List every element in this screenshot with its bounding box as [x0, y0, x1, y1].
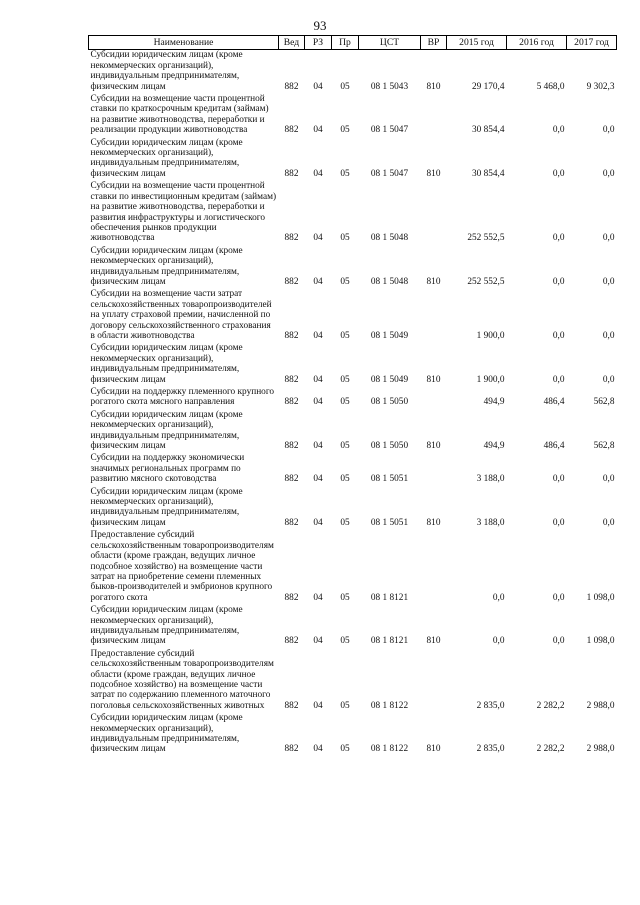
row-ved: 882	[284, 168, 299, 179]
row-rz: 04	[313, 374, 323, 385]
table-row	[89, 343, 617, 387]
row-cst: 08 1 5043	[370, 81, 409, 92]
header-vr: ВР	[421, 36, 447, 50]
row-value-2017: 0,0	[602, 233, 615, 244]
row-value-2016: 0,0	[552, 233, 565, 244]
row-rz: 04	[313, 744, 323, 755]
row-ved: 882	[284, 744, 299, 755]
table-row	[89, 530, 617, 605]
row-ved: 882	[284, 700, 299, 711]
row-value-2015: 252 552,5	[467, 233, 505, 244]
row-vr: 810	[426, 374, 441, 385]
row-value-2015: 0,0	[492, 636, 505, 647]
row-pr: 05	[340, 374, 350, 385]
row-cst: 08 1 5051	[370, 517, 409, 528]
table-row	[89, 453, 617, 486]
row-rz: 04	[313, 517, 323, 528]
row-pr: 05	[340, 474, 350, 485]
table-body	[89, 50, 617, 757]
row-value-2017: 0,0	[602, 168, 615, 179]
row-value-2016: 0,0	[552, 374, 565, 385]
table-row	[89, 94, 617, 138]
row-pr: 05	[340, 397, 350, 408]
row-value-2015: 30 854,4	[471, 125, 505, 136]
row-ved: 882	[284, 592, 299, 603]
row-rz: 04	[313, 592, 323, 603]
row-rz: 04	[313, 474, 323, 485]
row-cst: 08 1 5048	[370, 233, 409, 244]
row-value-2015: 2 835,0	[476, 700, 505, 711]
header-2015: 2015 год	[447, 36, 507, 50]
row-vr	[421, 649, 447, 713]
row-cst: 08 1 5050	[370, 441, 409, 452]
row-value-2017: 0,0	[602, 474, 615, 485]
row-pr: 05	[340, 517, 350, 528]
row-name: Субсидии юридическим лицам (кроме некоммерческих организаций), индивидуальным предпринимателям, физическим лицам	[90, 343, 243, 385]
row-value-2017: 562,8	[593, 441, 615, 452]
table-row	[89, 713, 617, 757]
row-name: Субсидии юридическим лицам (кроме некоммерческих организаций), индивидуальным предпринимателям, физическим лицам	[90, 137, 243, 179]
table-row	[89, 181, 617, 245]
row-value-2017: 2 988,0	[586, 700, 615, 711]
table-row	[89, 387, 617, 410]
row-vr: 810	[426, 81, 441, 92]
table-row	[89, 410, 617, 454]
row-name: Субсидии юридическим лицам (кроме некоммерческих организаций), индивидуальным предпринимателям, физическим лицам	[90, 605, 243, 647]
row-value-2016: 0,0	[552, 125, 565, 136]
row-vr: 810	[426, 744, 441, 755]
row-vr	[421, 530, 447, 605]
row-ved: 882	[284, 330, 299, 341]
header-rz: РЗ	[305, 36, 332, 50]
row-name: Предоставление субсидий сельскохозяйственным товаропроизводителям области (кроме граждан, ведущих личное подсобное хозяйство) на возмещение части затрат по содержанию племенного маточного поголовья сельскохозяйственных животных	[90, 648, 274, 711]
row-rz: 04	[313, 636, 323, 647]
row-ved: 882	[284, 474, 299, 485]
row-name: Субсидии юридическим лицам (кроме некоммерческих организаций), индивидуальным предпринимателям, физическим лицам	[90, 409, 243, 452]
row-ved: 882	[284, 636, 299, 647]
row-rz: 04	[313, 276, 323, 287]
row-value-2017: 0,0	[602, 276, 615, 287]
row-rz: 04	[313, 700, 323, 711]
row-name: Субсидии на возмещение части процентной ставки по краткосрочным кредитам (займам) на развитие животноводства, переработки и реализации продукции животноводства	[90, 94, 269, 136]
row-value-2015: 2 835,0	[476, 744, 505, 755]
row-value-2016: 2 282,2	[536, 700, 565, 711]
row-rz: 04	[313, 330, 323, 341]
row-cst: 08 1 5051	[370, 474, 409, 485]
row-cst: 08 1 8121	[370, 636, 409, 647]
row-vr: 810	[426, 276, 441, 287]
row-vr	[421, 94, 447, 138]
row-rz: 04	[313, 81, 323, 92]
table-row	[89, 487, 617, 531]
row-value-2016: 486,4	[543, 441, 565, 452]
row-pr: 05	[340, 441, 350, 452]
header-2017: 2017 год	[567, 36, 617, 50]
row-cst: 08 1 5050	[370, 397, 409, 408]
row-rz: 04	[313, 441, 323, 452]
row-value-2017: 1 098,0	[586, 636, 615, 647]
table-row	[89, 246, 617, 290]
table-row	[89, 605, 617, 649]
row-vr: 810	[426, 441, 441, 452]
header-cst: ЦСТ	[359, 36, 421, 50]
row-value-2017: 0,0	[602, 374, 615, 385]
row-value-2015: 30 854,4	[471, 168, 505, 179]
row-ved: 882	[284, 441, 299, 452]
row-ved: 882	[284, 276, 299, 287]
row-value-2015: 0,0	[492, 592, 505, 603]
header-ved: Вед	[279, 36, 305, 50]
row-name: Субсидии на возмещение части процентной ставки по инвестиционным кредитам (займам) на развитие животноводства, переработки и развития инфраструктуры и логистического обеспечения рынков продукции животноводства	[90, 181, 277, 244]
row-ved: 882	[284, 397, 299, 408]
row-value-2015: 494,9	[483, 441, 505, 452]
row-value-2017: 2 988,0	[586, 744, 615, 755]
row-cst: 08 1 5049	[370, 330, 409, 341]
row-rz: 04	[313, 397, 323, 408]
row-vr: 810	[426, 517, 441, 528]
row-ved: 882	[284, 125, 299, 136]
page-number: 93	[313, 18, 327, 33]
row-value-2017: 562,8	[593, 397, 615, 408]
row-name: Субсидии юридическим лицам (кроме некоммерческих организаций), индивидуальным предпринимателям, физическим лицам	[90, 245, 243, 287]
row-ved: 882	[284, 517, 299, 528]
row-vr	[421, 181, 447, 245]
row-ved: 882	[284, 233, 299, 244]
row-cst: 08 1 8122	[370, 700, 409, 711]
row-name: Предоставление субсидий сельскохозяйственным товаропроизводителям области (кроме граждан, ведущих личное подсобное хозяйство) на возмещение части затрат на приобретение семени племенных быков-производителей и эмбрионов крупного рогатого скота	[90, 530, 274, 603]
row-name: Субсидии юридическим лицам (кроме некоммерческих организаций), индивидуальным предпринимателям, физическим лицам	[90, 713, 243, 755]
row-vr	[421, 453, 447, 486]
row-pr: 05	[340, 744, 350, 755]
row-name: Субсидии на поддержку племенного крупного рогатого скота мясного направления	[90, 387, 275, 408]
row-value-2016: 0,0	[552, 517, 565, 528]
row-pr: 05	[340, 330, 350, 341]
row-cst: 08 1 5047	[370, 125, 409, 136]
row-pr: 05	[340, 81, 350, 92]
row-value-2015: 494,9	[483, 397, 505, 408]
row-value-2016: 0,0	[552, 330, 565, 341]
row-value-2017: 0,0	[602, 517, 615, 528]
budget-table	[88, 35, 617, 757]
row-vr	[421, 387, 447, 410]
table-row	[89, 138, 617, 182]
header-pr: Пр	[332, 36, 359, 50]
table-header	[89, 36, 617, 50]
row-pr: 05	[340, 125, 350, 136]
row-pr: 05	[340, 700, 350, 711]
row-value-2016: 486,4	[543, 397, 565, 408]
row-ved: 882	[284, 374, 299, 385]
row-pr: 05	[340, 592, 350, 603]
row-value-2015: 29 170,4	[471, 81, 505, 92]
row-pr: 05	[340, 636, 350, 647]
table-row	[89, 289, 617, 343]
row-cst: 08 1 8122	[370, 744, 409, 755]
row-value-2016: 0,0	[552, 592, 565, 603]
row-value-2017: 9 302,3	[586, 81, 615, 92]
row-name: Субсидии на возмещение части затрат сельскохозяйственных товаропроизводителей на уплату страховой премии, начисленной по договору сельскохозяйственного страхования в области животноводства	[90, 289, 272, 341]
row-value-2016: 5 468,0	[536, 81, 565, 92]
row-cst: 08 1 5047	[370, 168, 409, 179]
header-name: Наименование	[89, 36, 279, 50]
row-value-2016: 0,0	[552, 474, 565, 485]
row-name: Субсидии юридическим лицам (кроме некоммерческих организаций), индивидуальным предпринимателям, физическим лицам	[90, 486, 243, 528]
header-2016: 2016 год	[507, 36, 567, 50]
row-value-2016: 0,0	[552, 168, 565, 179]
table-row	[89, 50, 617, 94]
row-value-2015: 1 900,0	[476, 374, 505, 385]
row-value-2017: 1 098,0	[586, 592, 615, 603]
row-value-2016: 0,0	[552, 636, 565, 647]
row-vr: 810	[426, 636, 441, 647]
row-value-2016: 2 282,2	[536, 744, 565, 755]
row-cst: 08 1 5048	[370, 276, 409, 287]
row-vr: 810	[426, 168, 441, 179]
row-rz: 04	[313, 233, 323, 244]
row-value-2015: 3 188,0	[476, 474, 505, 485]
row-pr: 05	[340, 233, 350, 244]
row-pr: 05	[340, 168, 350, 179]
row-value-2017: 0,0	[602, 125, 615, 136]
row-value-2016: 0,0	[552, 276, 565, 287]
row-vr	[421, 289, 447, 343]
row-value-2015: 252 552,5	[467, 276, 505, 287]
row-value-2015: 3 188,0	[476, 517, 505, 528]
row-rz: 04	[313, 125, 323, 136]
row-ved: 882	[284, 81, 299, 92]
row-value-2017: 0,0	[602, 330, 615, 341]
row-pr: 05	[340, 276, 350, 287]
row-name: Субсидии юридическим лицам (кроме некоммерческих организаций), индивидуальным предпринимателям, физическим лицам	[90, 50, 243, 92]
row-value-2015: 1 900,0	[476, 330, 505, 341]
row-name: Субсидии на поддержку экономически значимых региональных программ по развитию мясного скотоводства	[90, 453, 245, 485]
row-cst: 08 1 5049	[370, 374, 409, 385]
row-cst: 08 1 8121	[370, 592, 409, 603]
table-row	[89, 649, 617, 713]
row-rz: 04	[313, 168, 323, 179]
